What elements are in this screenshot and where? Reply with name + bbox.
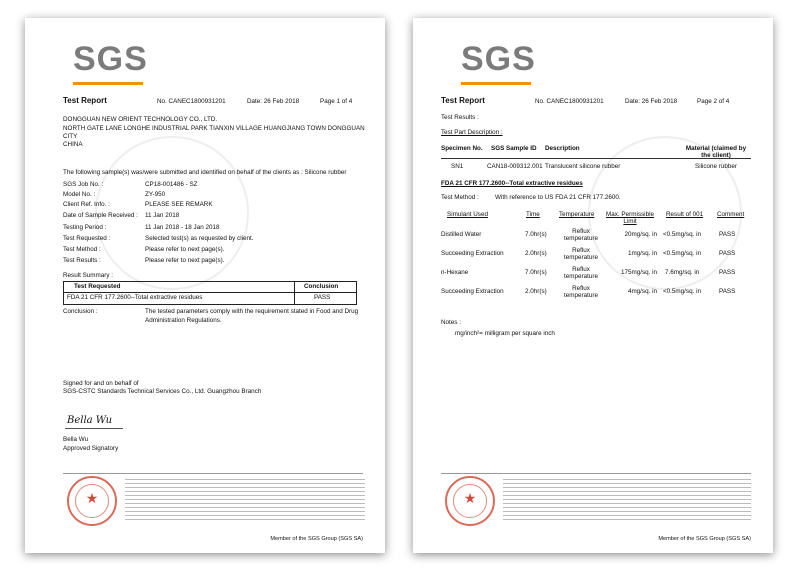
- star-icon: ★: [463, 490, 477, 506]
- table-header: Simulant Used: [447, 211, 488, 218]
- page-number: Page 2 of 4: [697, 98, 730, 105]
- table-cell: PASS: [719, 250, 736, 257]
- page-number: Page 1 of 4: [320, 98, 353, 105]
- spec-header: Description: [545, 145, 580, 152]
- spec-cell: Translucent silicone rubber: [545, 163, 621, 170]
- result-summary-table: [63, 281, 357, 305]
- signature: Bella Wu: [67, 415, 113, 426]
- table-cell: FDA 21 CFR 177.2600--Total extractive residues: [67, 294, 203, 301]
- table-header: Test Requested: [74, 283, 121, 290]
- table-cell: PASS: [719, 288, 736, 295]
- table-cell: <0.5mg/sq. in: [663, 250, 701, 257]
- company-address: NORTH GATE LANE LONGHE INDUSTRIAL PARK TIANXIN VILLAGE HUANGJIANG TOWN DONGGUAN: [63, 125, 365, 132]
- report-title: Test Report: [441, 96, 485, 105]
- signed-company: SGS-CSTC Standards Technical Services Co., Ltd. Guangzhou Branch: [63, 388, 262, 395]
- report-title: Test Report: [63, 96, 107, 105]
- conclusion-text-cont: Administration Regulations.: [145, 317, 222, 324]
- test-method-label: Test Method :: [441, 194, 479, 201]
- field-label: Testing Period :: [63, 224, 107, 231]
- table-cell: Reflux temperature: [564, 266, 598, 281]
- report-date: Date: 26 Feb 2018: [625, 98, 678, 105]
- signatory-title: Approved Signatory: [63, 445, 119, 452]
- table-cell: <0.5mg/sq. in: [663, 288, 701, 295]
- report-number: No. CANEC1800931201: [157, 98, 226, 105]
- test-part-description: Test Part Description :: [441, 129, 503, 136]
- table-cell: 4mg/sq. in: [627, 288, 657, 295]
- table-cell: 7.0hr(s): [525, 231, 547, 238]
- field-value: ZY-950: [145, 191, 166, 198]
- report-page-2: [413, 18, 773, 553]
- table-cell: 7.6mg/sq. in: [665, 269, 700, 276]
- report-date: Date: 26 Feb 2018: [247, 98, 300, 105]
- official-seal: [67, 476, 117, 526]
- table-cell: Reflux temperature: [564, 228, 598, 243]
- table-header: Result of 001: [666, 211, 704, 218]
- table-cell: 7.0hr(s): [525, 269, 547, 276]
- field-label: Date of Sample Received :: [63, 212, 138, 219]
- table-cell: Succeeding Extraction: [441, 288, 504, 295]
- field-label: Test Results :: [63, 257, 101, 264]
- table-cell: n-Hexane: [441, 269, 469, 276]
- spec-cell: Silicone rubber: [695, 163, 738, 170]
- sample-intro: The following sample(s) was/were submitted and identified on behalf of the clients as : Silicone rubber: [63, 169, 347, 176]
- table-cell: Reflux temperature: [564, 247, 598, 262]
- table-header: Comment: [717, 211, 745, 218]
- field-label: Test Requested :: [63, 235, 111, 242]
- notes-text: mg/inch²= milligram per square inch: [455, 330, 555, 337]
- spec-header: SGS Sample ID: [491, 145, 537, 152]
- test-results-label: Test Results :: [441, 114, 479, 121]
- conclusion-text: The tested parameters comply with the requirement stated in Food and Drug: [145, 308, 359, 315]
- field-value: Please refer to next page(s).: [145, 257, 225, 264]
- footer-disclaimer: [125, 476, 365, 523]
- field-value: 11 Jan 2018 - 18 Jan 2018: [145, 224, 220, 231]
- table-header: Max. Permissible Limit: [606, 211, 654, 226]
- signed-line: Signed for and on behalf of: [63, 380, 139, 387]
- signature-line: [65, 428, 123, 429]
- section-title: FDA 21 CFR 177.2600--Total extractive residues: [441, 180, 583, 187]
- table-cell: <0.5mg/sq. in: [663, 231, 701, 238]
- footer-rule: [441, 473, 751, 474]
- table-cell: 1mg/sq. in: [627, 250, 657, 257]
- table-header: Conclusion: [304, 283, 339, 290]
- table-cell: Distilled Water: [441, 231, 482, 238]
- field-label: SGS Job No. :: [63, 181, 104, 188]
- footer-disclaimer: [503, 476, 751, 523]
- spec-cell: SN1: [451, 163, 464, 170]
- report-page-1: [25, 18, 385, 553]
- table-cell: 175mg/sq. in: [620, 269, 657, 276]
- table-cell: PASS: [719, 231, 736, 238]
- field-label: Client Ref. Info. :: [63, 201, 110, 208]
- signatory-name: Bella Wu: [63, 436, 89, 443]
- field-value: Please refer to next page(s).: [145, 246, 225, 253]
- spec-cell: CAN18-009312.001: [487, 163, 543, 170]
- table-header: Time: [526, 211, 540, 218]
- official-seal: [445, 476, 495, 526]
- table-cell: Succeeding Extraction: [441, 250, 504, 257]
- table-cell: 20mg/sq. in: [624, 231, 657, 238]
- footer-rule: [63, 473, 363, 474]
- sgs-member-text: Member of the SGS Group (SGS SA): [658, 536, 751, 542]
- company-name: DONGGUAN NEW ORIENT TECHNOLOGY CO., LTD.: [63, 116, 218, 123]
- notes-label: Notes :: [441, 319, 461, 326]
- sgs-member-text: Member of the SGS Group (SGS SA): [270, 536, 363, 542]
- report-number: No. CANEC1800931201: [535, 98, 604, 105]
- field-value: 11 Jan 2018: [145, 212, 180, 219]
- spec-header: Material (claimed by the client): [685, 145, 747, 160]
- field-value: PLEASE SEE REMARK: [145, 201, 213, 208]
- sgs-logo: SGS: [69, 36, 147, 86]
- table-cell: PASS: [314, 294, 331, 301]
- spec-header-rule: [441, 158, 751, 159]
- star-icon: ★: [85, 490, 99, 506]
- spec-header: Specimen No.: [441, 145, 483, 152]
- field-value: CP18-001486 - SZ: [145, 181, 198, 188]
- company-city: CITY: [63, 133, 78, 140]
- field-label: Test Method :: [63, 246, 101, 253]
- table-cell: Reflux temperature: [564, 285, 598, 300]
- company-country: CHINA: [63, 141, 83, 148]
- conclusion-label: Conclusion :: [63, 308, 98, 315]
- table-cell: 2.0hr(s): [525, 250, 547, 257]
- result-summary-label: Result Summary :: [63, 272, 114, 279]
- table-cell: 2.0hr(s): [525, 288, 547, 295]
- table-header: Temperature: [559, 211, 595, 218]
- field-label: Model No. :: [63, 191, 96, 198]
- table-cell: PASS: [719, 269, 736, 276]
- test-method-text: With reference to US FDA 21 CFR 177.2600.: [495, 194, 621, 201]
- field-value: Selected test(s) as requested by client.: [145, 235, 254, 242]
- sgs-logo: SGS: [457, 36, 535, 86]
